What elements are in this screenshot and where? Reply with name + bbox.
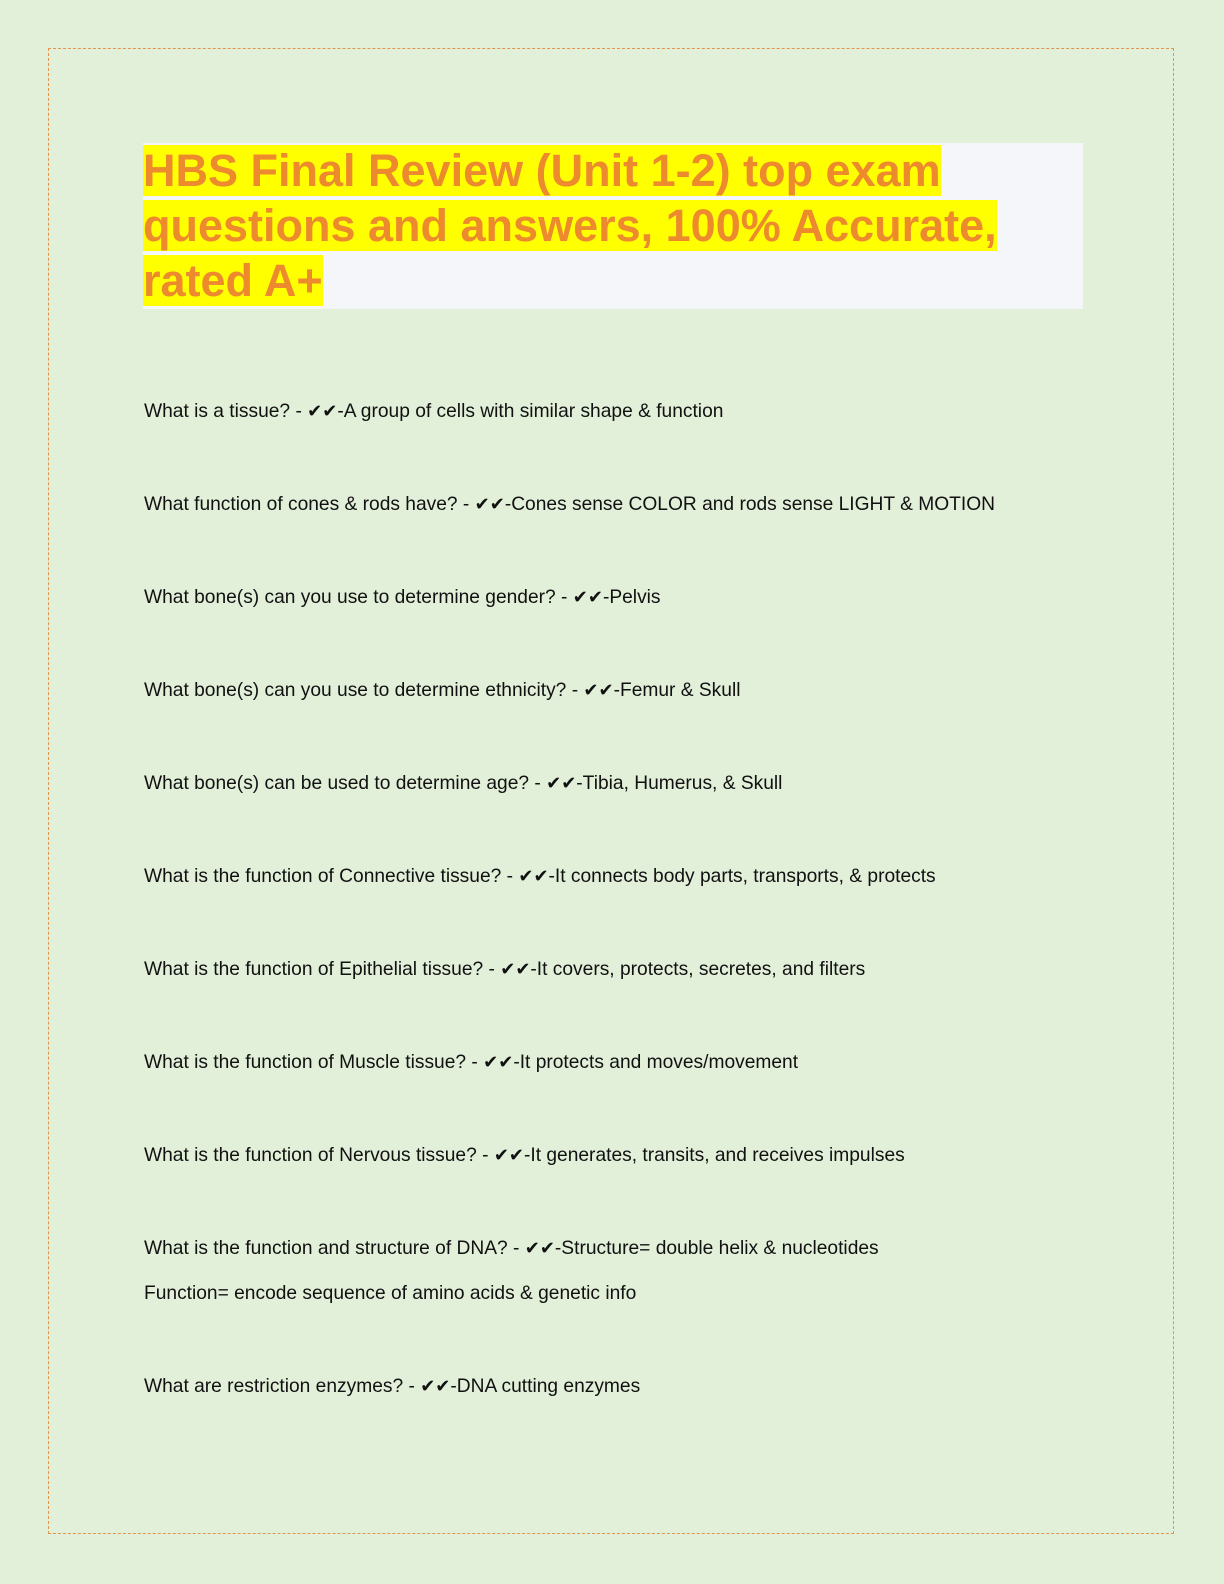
qa-list [144,400,1144,1468]
answer: -Pelvis [602,587,661,608]
answer: -It connects body parts, transports, & protects [548,866,936,887]
qa-item [144,1144,1144,1237]
question: What is the function of Connective tissue? [144,866,502,887]
title-box [143,143,1083,309]
separator: - [555,587,573,608]
separator: - [290,401,308,422]
separator: - [566,680,584,701]
qa-item [144,865,1144,958]
separator: - [466,1052,484,1073]
question: What function of cones & rods have? [144,494,458,515]
qa-item [144,679,1144,772]
double-check-icon: ✔✔ [474,494,505,515]
question: What is the function of Muscle tissue? [144,1052,467,1073]
document-title [143,143,1083,308]
question: What is the function of Nervous tissue? [144,1145,477,1166]
separator: - [507,1238,525,1259]
double-check-icon: ✔✔ [500,959,531,980]
qa-item [144,493,1144,586]
qa-item [144,958,1144,1051]
answer: -A group of cells with similar shape & function [337,401,724,422]
double-check-icon: ✔✔ [572,587,603,608]
question: What is the function and structure of DNA? [144,1238,508,1259]
double-check-icon: ✔✔ [483,1052,514,1073]
separator: - [476,1145,494,1166]
qa-item [144,400,1144,493]
qa-item [144,1051,1144,1144]
separator: - [403,1376,421,1397]
qa-item [144,586,1144,679]
double-check-icon: ✔✔ [493,1145,524,1166]
answer: -It covers, protects, secretes, and filters [530,959,866,980]
title-highlight: HBS Final Review (Unit 1-2) top exam questions and answers, 100% Accurate, rated A+ [143,145,997,306]
double-check-icon: ✔✔ [546,773,577,794]
double-check-icon: ✔✔ [583,680,614,701]
separator: - [457,494,475,515]
answer: -Femur & Skull [613,680,741,701]
question: What bone(s) can be used to determine age? [144,773,530,794]
separator: - [483,959,501,980]
question: What bone(s) can you use to determine gender? [144,587,556,608]
question: What bone(s) can you use to determine ethnicity? [144,680,567,701]
answer: -Tibia, Humerus, & Skull [576,773,783,794]
answer: -Cones sense COLOR and rods sense LIGHT & MOTION [504,494,995,515]
answer-continuation: Function= encode sequence of amino acids & genetic info [144,1283,637,1304]
separator: - [501,866,519,887]
qa-item [144,1375,1144,1468]
answer: -It protects and moves/movement [513,1052,799,1073]
answer: -DNA cutting enzymes [450,1376,641,1397]
answer: -Structure= double helix & nucleotides [554,1238,879,1259]
double-check-icon: ✔✔ [420,1376,451,1397]
double-check-icon: ✔✔ [518,866,549,887]
question: What is the function of Epithelial tissue? [144,959,484,980]
qa-item [144,1237,1144,1375]
question: What is a tissue? [144,401,291,422]
qa-item [144,772,1144,865]
double-check-icon: ✔✔ [524,1238,555,1259]
separator: - [529,773,547,794]
question: What are restriction enzymes? [144,1376,404,1397]
answer: -It generates, transits, and receives impulses [523,1145,905,1166]
double-check-icon: ✔✔ [307,401,338,422]
